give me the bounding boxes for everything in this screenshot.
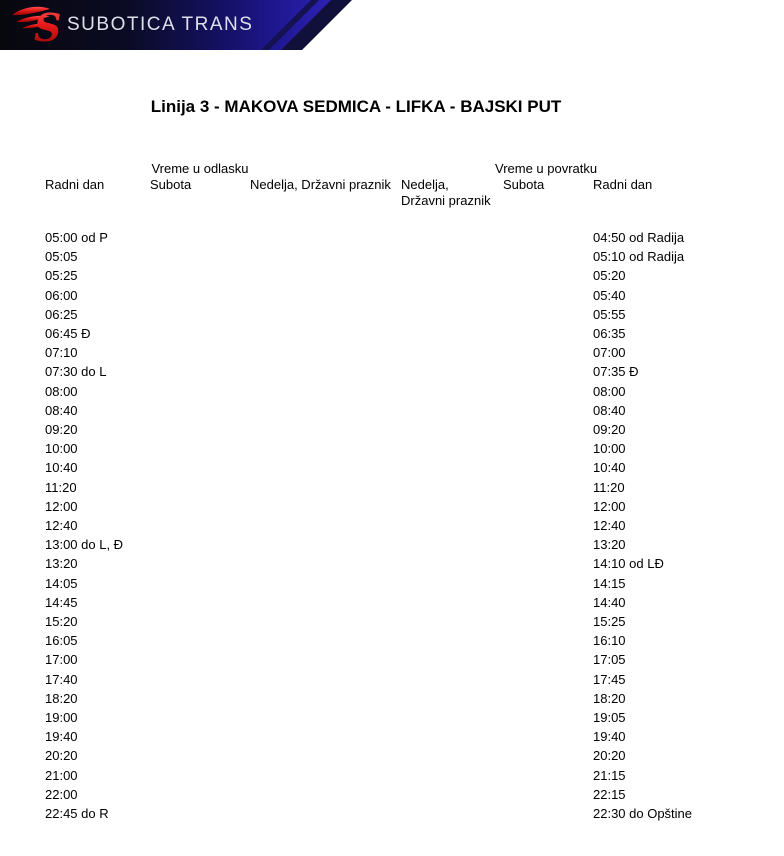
empty-cell [401, 554, 503, 573]
timetable-row [45, 478, 713, 497]
col-header-odlazak-subota: Subota [150, 177, 192, 192]
povratak-radni-dan-time: 07:00 [593, 345, 626, 361]
odlazak-radni-dan-time: 22:00 [45, 786, 78, 802]
odlazak-radni-dan-time: 17:40 [45, 671, 78, 687]
empty-cell [503, 478, 593, 497]
empty-cell [150, 228, 250, 247]
timetable-row [45, 382, 713, 401]
empty-cell [250, 420, 401, 439]
departure-group-label: Vreme u odlasku [151, 161, 249, 176]
empty-cell [150, 689, 250, 708]
return-group-label: Vreme u povratku [495, 161, 598, 176]
empty-cell [503, 439, 593, 458]
empty-cell [401, 804, 503, 823]
empty-cell [150, 362, 250, 381]
odlazak-radni-dan-time: 05:05 [45, 249, 78, 265]
povratak-radni-dan-time: 09:20 [593, 422, 626, 438]
empty-cell [150, 286, 250, 305]
header-banner [0, 0, 352, 50]
empty-cell [503, 228, 593, 247]
timetable-row [45, 593, 713, 612]
empty-cell [401, 766, 503, 785]
timetable-row [45, 670, 713, 689]
povratak-radni-dan-time: 08:00 [593, 383, 626, 399]
page-title: Linija 3 - MAKOVA SEDMICA - LIFKA - BAJSKI PUT [150, 97, 562, 116]
empty-cell [250, 766, 401, 785]
timetable [45, 160, 713, 823]
odlazak-radni-dan-time: 21:00 [45, 767, 78, 783]
empty-cell [401, 593, 503, 612]
empty-cell [401, 785, 503, 804]
timetable-row [45, 785, 713, 804]
empty-cell [503, 343, 593, 362]
empty-cell [250, 228, 401, 247]
empty-cell [503, 689, 593, 708]
timetable-row [45, 247, 713, 266]
empty-cell [250, 343, 401, 362]
timetable-row [45, 554, 713, 573]
empty-cell [401, 708, 503, 727]
empty-cell [150, 535, 250, 554]
odlazak-radni-dan-time: 13:20 [45, 556, 78, 572]
odlazak-radni-dan-time: 14:05 [45, 575, 78, 591]
povratak-radni-dan-time: 08:40 [593, 402, 626, 418]
odlazak-radni-dan-time: 09:20 [45, 422, 78, 438]
empty-cell [401, 160, 503, 177]
povratak-radni-dan-time: 14:40 [593, 594, 626, 610]
empty-cell [503, 593, 593, 612]
empty-cell [503, 324, 593, 343]
empty-cell [250, 266, 401, 285]
timetable-row [45, 612, 713, 631]
empty-cell [250, 382, 401, 401]
empty-cell [150, 766, 250, 785]
empty-cell [401, 670, 503, 689]
odlazak-radni-dan-time: 11:20 [45, 479, 77, 495]
empty-cell [503, 382, 593, 401]
empty-cell [150, 324, 250, 343]
empty-cell [150, 785, 250, 804]
empty-cell [250, 574, 401, 593]
empty-cell [503, 554, 593, 573]
empty-cell [250, 727, 401, 746]
empty-cell [250, 554, 401, 573]
odlazak-radni-dan-time: 08:40 [45, 402, 78, 418]
timetable-row [45, 343, 713, 362]
col-header-povratak-subota: Subota [503, 177, 545, 192]
empty-cell [401, 458, 503, 477]
povratak-radni-dan-time: 21:15 [593, 767, 626, 783]
empty-cell [503, 766, 593, 785]
empty-cell [150, 401, 250, 420]
empty-cell [401, 439, 503, 458]
timetable-row [45, 631, 713, 650]
empty-cell [250, 160, 401, 177]
timetable-row [45, 516, 713, 535]
povratak-radni-dan-time: 10:40 [593, 460, 626, 476]
odlazak-radni-dan-time: 06:25 [45, 306, 78, 322]
povratak-radni-dan-time: 20:20 [593, 748, 626, 764]
empty-cell [401, 401, 503, 420]
timetable-body [45, 228, 713, 823]
col-header-odlazak-nedelja-praznik: Nedelja, Državni praznik [250, 177, 391, 192]
timetable-row [45, 535, 713, 554]
empty-cell [401, 362, 503, 381]
timetable-row [45, 286, 713, 305]
empty-cell [401, 689, 503, 708]
povratak-radni-dan-time: 18:20 [593, 690, 626, 706]
timetable-row [45, 439, 713, 458]
povratak-radni-dan-time: 14:15 [593, 575, 626, 591]
empty-cell [250, 631, 401, 650]
empty-cell [503, 708, 593, 727]
empty-cell [250, 401, 401, 420]
brand-name: SUBOTICA TRANS [67, 14, 254, 35]
povratak-radni-dan-time: 22:15 [593, 786, 626, 802]
empty-cell [250, 612, 401, 631]
empty-cell [503, 574, 593, 593]
empty-cell [401, 382, 503, 401]
empty-cell [250, 478, 401, 497]
povratak-radni-dan-time: 15:25 [593, 614, 626, 630]
empty-cell [150, 554, 250, 573]
empty-cell [401, 266, 503, 285]
empty-cell [401, 727, 503, 746]
empty-cell [250, 746, 401, 765]
empty-cell [503, 401, 593, 420]
povratak-radni-dan-time: 04:50 od Radija [593, 230, 685, 245]
odlazak-radni-dan-time: 14:45 [45, 594, 78, 610]
timetable-row [45, 324, 713, 343]
empty-cell [150, 612, 250, 631]
empty-cell [503, 286, 593, 305]
empty-cell [150, 382, 250, 401]
column-header-row [45, 177, 713, 228]
odlazak-radni-dan-time: 20:20 [45, 748, 78, 764]
empty-cell [150, 708, 250, 727]
empty-cell [150, 247, 250, 266]
empty-cell [250, 670, 401, 689]
odlazak-radni-dan-time: 13:00 do L, Đ [45, 537, 124, 553]
odlazak-radni-dan-time: 16:05 [45, 633, 78, 649]
col-header-povratak-nedelja-praznik: Nedelja, Državni praznik [401, 177, 491, 208]
povratak-radni-dan-time: 17:45 [593, 671, 626, 687]
empty-cell [401, 631, 503, 650]
empty-cell [401, 535, 503, 554]
timetable-row [45, 708, 713, 727]
empty-cell [150, 631, 250, 650]
empty-cell [401, 497, 503, 516]
empty-cell [401, 516, 503, 535]
group-header-row [45, 160, 713, 177]
empty-cell [250, 362, 401, 381]
empty-cell [503, 362, 593, 381]
empty-cell [250, 689, 401, 708]
empty-cell [45, 160, 150, 177]
timetable-row [45, 804, 713, 823]
empty-cell [503, 516, 593, 535]
povratak-radni-dan-time: 05:20 [593, 268, 626, 284]
odlazak-radni-dan-time: 12:40 [45, 518, 78, 534]
timetable-row [45, 420, 713, 439]
povratak-radni-dan-time: 05:10 od Radija [593, 249, 685, 265]
empty-cell [503, 497, 593, 516]
empty-cell [150, 420, 250, 439]
empty-cell [250, 286, 401, 305]
odlazak-radni-dan-time: 12:00 [45, 498, 78, 514]
empty-cell [150, 497, 250, 516]
povratak-radni-dan-time: 12:00 [593, 498, 626, 514]
empty-cell [250, 458, 401, 477]
povratak-radni-dan-time: 17:05 [593, 652, 626, 668]
empty-cell [250, 593, 401, 612]
odlazak-radni-dan-time: 19:00 [45, 710, 78, 726]
empty-cell [250, 708, 401, 727]
empty-cell [250, 785, 401, 804]
timetable-row [45, 689, 713, 708]
empty-cell [150, 650, 250, 669]
empty-cell [503, 305, 593, 324]
empty-cell [503, 670, 593, 689]
empty-cell [150, 478, 250, 497]
empty-cell [150, 439, 250, 458]
timetable-row [45, 228, 713, 247]
empty-cell [250, 247, 401, 266]
timetable-row [45, 766, 713, 785]
empty-cell [250, 497, 401, 516]
timetable-row [45, 574, 713, 593]
odlazak-radni-dan-time: 07:10 [45, 345, 78, 361]
odlazak-radni-dan-time: 05:25 [45, 268, 78, 284]
empty-cell [150, 727, 250, 746]
empty-cell [503, 746, 593, 765]
povratak-radni-dan-time: 22:30 do Opštine [593, 806, 693, 822]
timetable-row [45, 458, 713, 477]
empty-cell [503, 785, 593, 804]
empty-cell [250, 535, 401, 554]
empty-cell [401, 324, 503, 343]
povratak-radni-dan-time: 12:40 [593, 518, 626, 534]
povratak-radni-dan-time: 06:35 [593, 326, 626, 342]
povratak-radni-dan-time: 14:10 od LĐ [593, 556, 664, 572]
odlazak-radni-dan-time: 06:00 [45, 287, 78, 303]
povratak-radni-dan-time: 05:55 [593, 306, 626, 322]
empty-cell [150, 574, 250, 593]
empty-cell [150, 343, 250, 362]
odlazak-radni-dan-time: 05:00 od P [45, 230, 108, 245]
empty-cell [401, 305, 503, 324]
odlazak-radni-dan-time: 19:40 [45, 729, 78, 745]
col-header-povratak-radni-dan: Radni dan [593, 177, 653, 192]
empty-cell [250, 324, 401, 343]
timetable-row [45, 727, 713, 746]
timetable-row [45, 746, 713, 765]
odlazak-radni-dan-time: 08:00 [45, 383, 78, 399]
empty-cell [401, 650, 503, 669]
empty-cell [150, 670, 250, 689]
odlazak-radni-dan-time: 22:45 do R [45, 806, 109, 822]
odlazak-radni-dan-time: 18:20 [45, 690, 78, 706]
empty-cell [401, 420, 503, 439]
empty-cell [150, 458, 250, 477]
povratak-radni-dan-time: 19:40 [593, 729, 626, 745]
empty-cell [503, 420, 593, 439]
empty-cell [401, 343, 503, 362]
odlazak-radni-dan-time: 10:40 [45, 460, 78, 476]
povratak-radni-dan-time: 11:20 [593, 479, 625, 495]
odlazak-radni-dan-time: 17:00 [45, 652, 78, 668]
povratak-radni-dan-time: 13:20 [593, 537, 626, 553]
empty-cell [503, 247, 593, 266]
timetable-row [45, 650, 713, 669]
empty-cell [250, 516, 401, 535]
povratak-radni-dan-time: 10:00 [593, 441, 626, 457]
povratak-radni-dan-time: 05:40 [593, 287, 626, 303]
empty-cell [250, 439, 401, 458]
empty-cell [150, 266, 250, 285]
odlazak-radni-dan-time: 07:30 do L [45, 364, 107, 380]
empty-cell [150, 804, 250, 823]
odlazak-radni-dan-time: 06:45 Đ [45, 326, 91, 342]
empty-cell [503, 535, 593, 554]
empty-cell [401, 286, 503, 305]
empty-cell [401, 478, 503, 497]
timetable-row [45, 305, 713, 324]
empty-cell [150, 305, 250, 324]
timetable-row [45, 266, 713, 285]
empty-cell [401, 247, 503, 266]
empty-cell [503, 650, 593, 669]
empty-cell [401, 228, 503, 247]
povratak-radni-dan-time: 16:10 [593, 633, 626, 649]
empty-cell [150, 516, 250, 535]
empty-cell [250, 804, 401, 823]
svg-text:S: S [34, 5, 62, 50]
empty-cell [401, 574, 503, 593]
timetable-row [45, 362, 713, 381]
timetable-row [45, 497, 713, 516]
empty-cell [150, 746, 250, 765]
empty-cell [150, 593, 250, 612]
empty-cell [503, 727, 593, 746]
odlazak-radni-dan-time: 15:20 [45, 614, 78, 630]
empty-cell [250, 650, 401, 669]
empty-cell [503, 804, 593, 823]
empty-cell [503, 458, 593, 477]
timetable-row [45, 401, 713, 420]
empty-cell [401, 746, 503, 765]
empty-cell [401, 612, 503, 631]
col-header-odlazak-radni-dan: Radni dan [45, 177, 105, 192]
povratak-radni-dan-time: 07:35 Đ [593, 364, 639, 380]
empty-cell [593, 160, 713, 177]
odlazak-radni-dan-time: 10:00 [45, 441, 78, 457]
empty-cell [250, 305, 401, 324]
empty-cell [503, 612, 593, 631]
empty-cell [503, 631, 593, 650]
empty-cell [503, 266, 593, 285]
povratak-radni-dan-time: 19:05 [593, 710, 626, 726]
